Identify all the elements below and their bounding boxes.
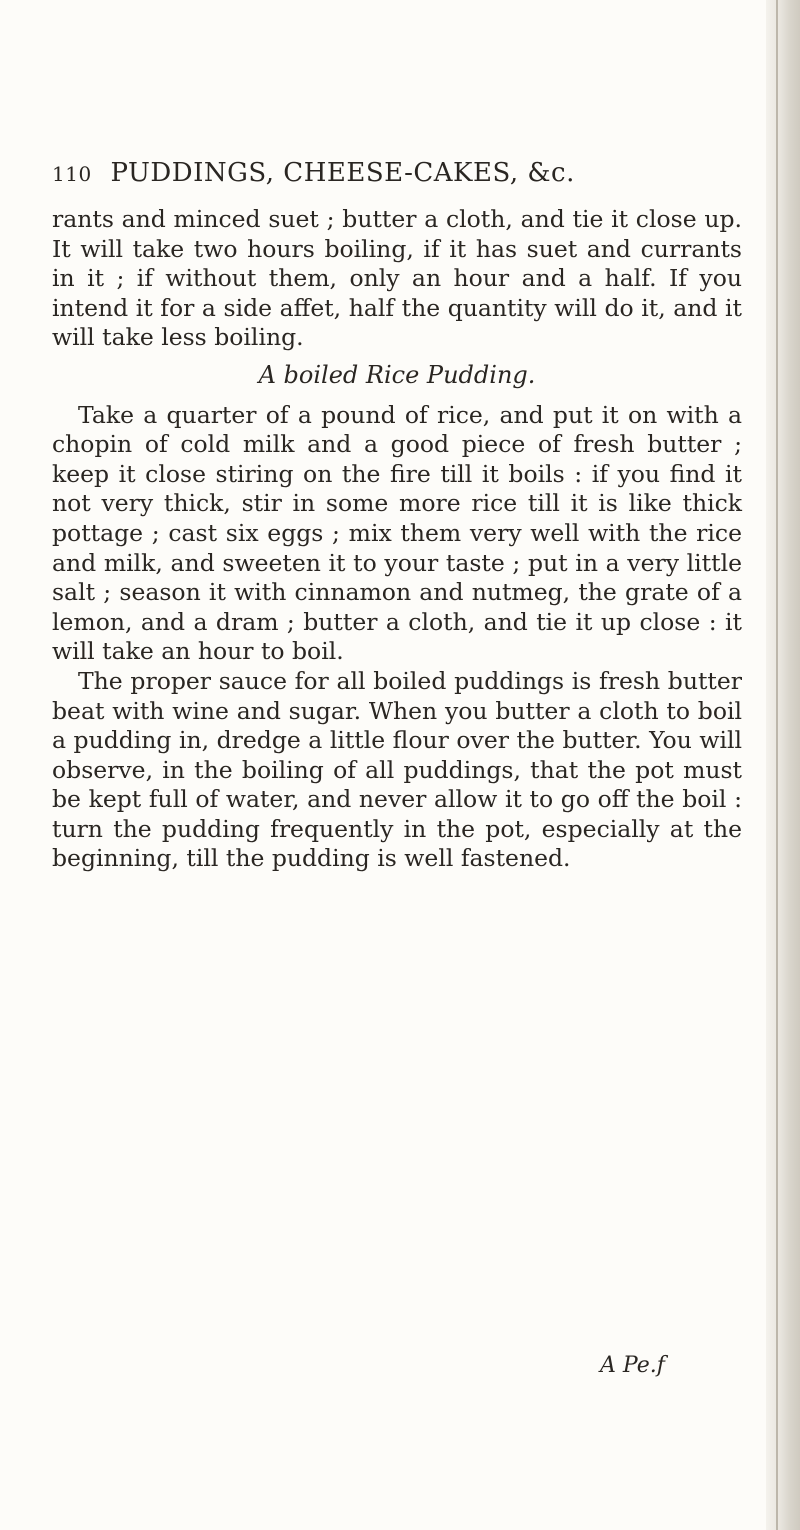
running-title: PUDDINGS, CHEESE-CAKES, &c.: [110, 158, 575, 188]
page-gutter: [766, 0, 800, 1530]
paragraph-sauce: The proper sauce for all boiled puddings is fresh butter beat with wine and sugar. When you butter a cloth to boil a pudding in, dredge a little flour over the butter. You will observe, in the boiling of all puddings, that the pot must be kept full of water, and never allow it to go off the boil : turn the pudding frequently in the pot, especially at the beginning, till the pudding is well fastened.: [52, 666, 742, 873]
catchword: A Pe.f: [600, 1353, 665, 1378]
binding-edge: [776, 0, 778, 1530]
paragraph-continued: rants and minced suet ; butter a cloth, and tie it close up. It will take two hours boiling, if it has suet and currants in it ; if without them, only an hour and a half. If you intend it for a side affet, half the quantity will do it, and it will take less boiling.: [52, 205, 742, 352]
body-text: [52, 205, 742, 874]
running-head: [52, 158, 752, 188]
recipe-heading: A boiled Rice Pudding.: [258, 360, 536, 389]
paragraph-recipe: Take a quarter of a pound of rice, and put it on with a chopin of cold milk and a good piece of fresh butter ; keep it close stiring on the fire till it boils : if you find it not very thick, stir in some more rice till it is like thick pottage ; cast six eggs ; mix them very well with the rice and milk, and sweeten it to your taste ; put in a very little salt ; season it with cinnamon and nutmeg, the grate of a lemon, and a dram ; butter a cloth, and tie it up close : it will take an hour to boil.: [52, 400, 742, 666]
page-number: 110: [52, 162, 92, 186]
